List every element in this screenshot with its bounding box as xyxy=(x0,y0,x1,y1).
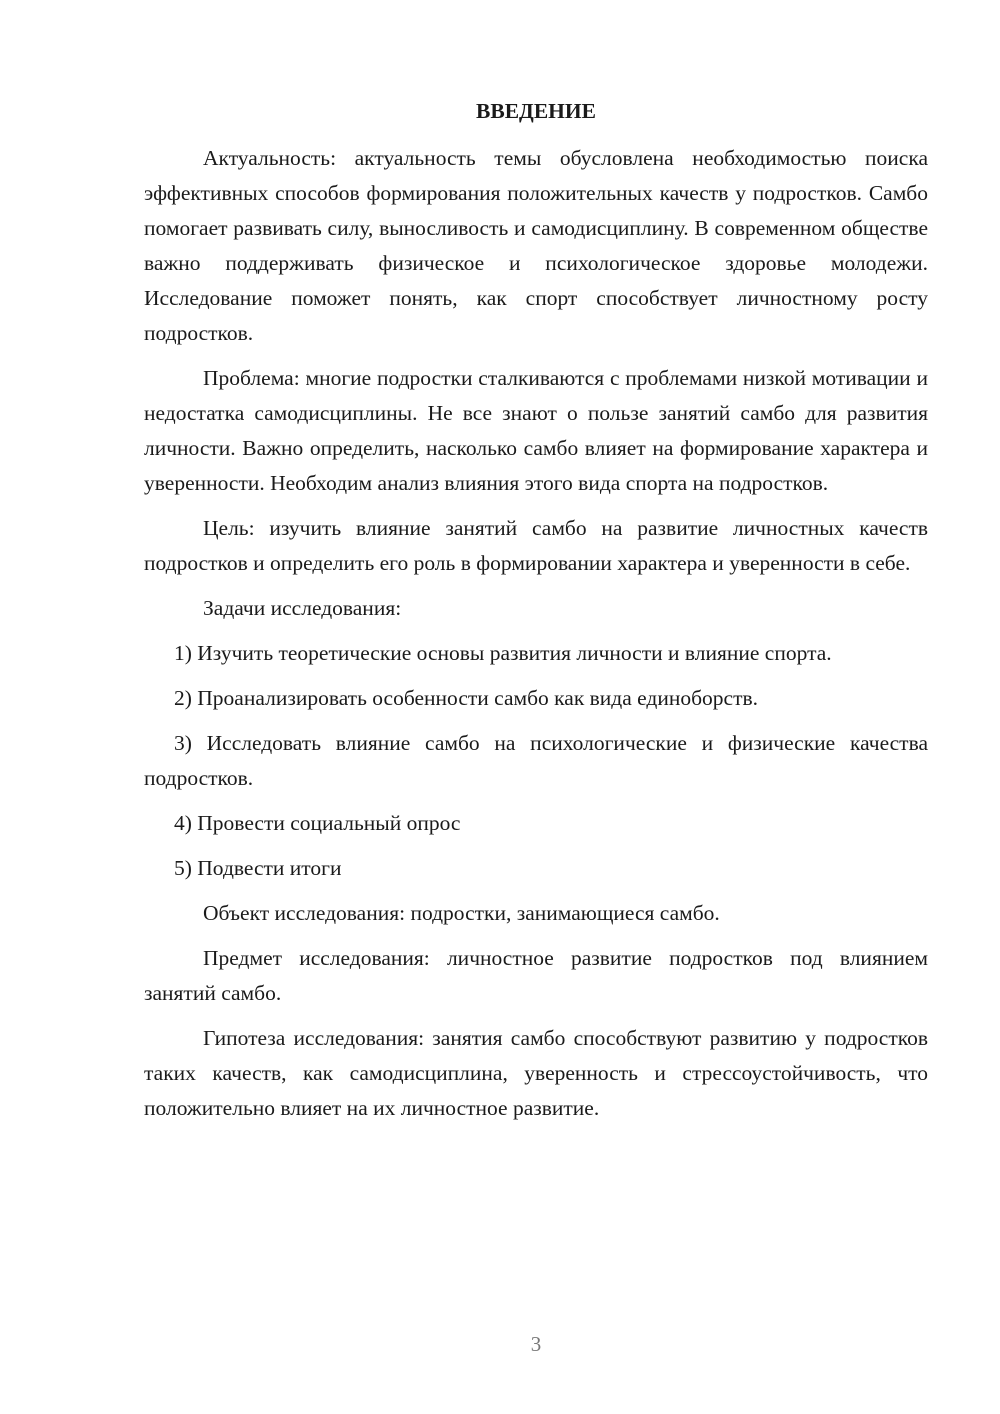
paragraph-problem: Проблема: многие подростки сталкиваются с проблемами низкой мотивации и недостатка самодисциплины. Не все знают о пользе занятий самбо для развития личности. Важно определить, насколько самбо влияет на формирование характера и уверенности. Необходим анализ влияния этого вида спорта на подростков. xyxy=(144,366,928,495)
paragraph-object: Объект исследования: подростки, занимающиеся самбо. xyxy=(203,901,720,925)
page-number: 3 xyxy=(530,1332,542,1356)
task-item-3: 3) Исследовать влияние самбо на психологические и физические качества подростков. xyxy=(144,731,928,790)
section-heading: ВВЕДЕНИЕ xyxy=(476,99,596,123)
paragraph-relevance: Актуальность: актуальность темы обусловлена необходимостью поиска эффективных способов формирования положительных качеств у подростков. Самбо помогает развивать силу, выносливость и самодисциплину. В современном обществе важно поддерживать физическое и психологическое здоровье молодежи. Исследование поможет понять, как спорт способствует личностному росту подростков. xyxy=(144,146,928,345)
tasks-heading: Задачи исследования: xyxy=(203,596,402,620)
paragraph-hypothesis: Гипотеза исследования: занятия самбо способствуют развитию у подростков таких качеств, как самодисциплина, уверенность и стрессоустойчивость, что положительно влияет на их личностное развитие. xyxy=(144,1026,928,1120)
paragraph-goal: Цель: изучить влияние занятий самбо на развитие личностных качеств подростков и определить его роль в формировании характера и уверенности в себе. xyxy=(144,516,928,575)
task-item-2: 2) Проанализировать особенности самбо как вида единоборств. xyxy=(174,686,759,710)
page-content xyxy=(144,94,928,1136)
task-item-1: 1) Изучить теоретические основы развития личности и влияние спорта. xyxy=(174,641,832,665)
task-item-4: 4) Провести социальный опрос xyxy=(174,811,461,835)
task-item-5: 5) Подвести итоги xyxy=(174,856,342,880)
paragraph-subject: Предмет исследования: личностное развитие подростков под влиянием занятий самбо. xyxy=(144,946,928,1005)
